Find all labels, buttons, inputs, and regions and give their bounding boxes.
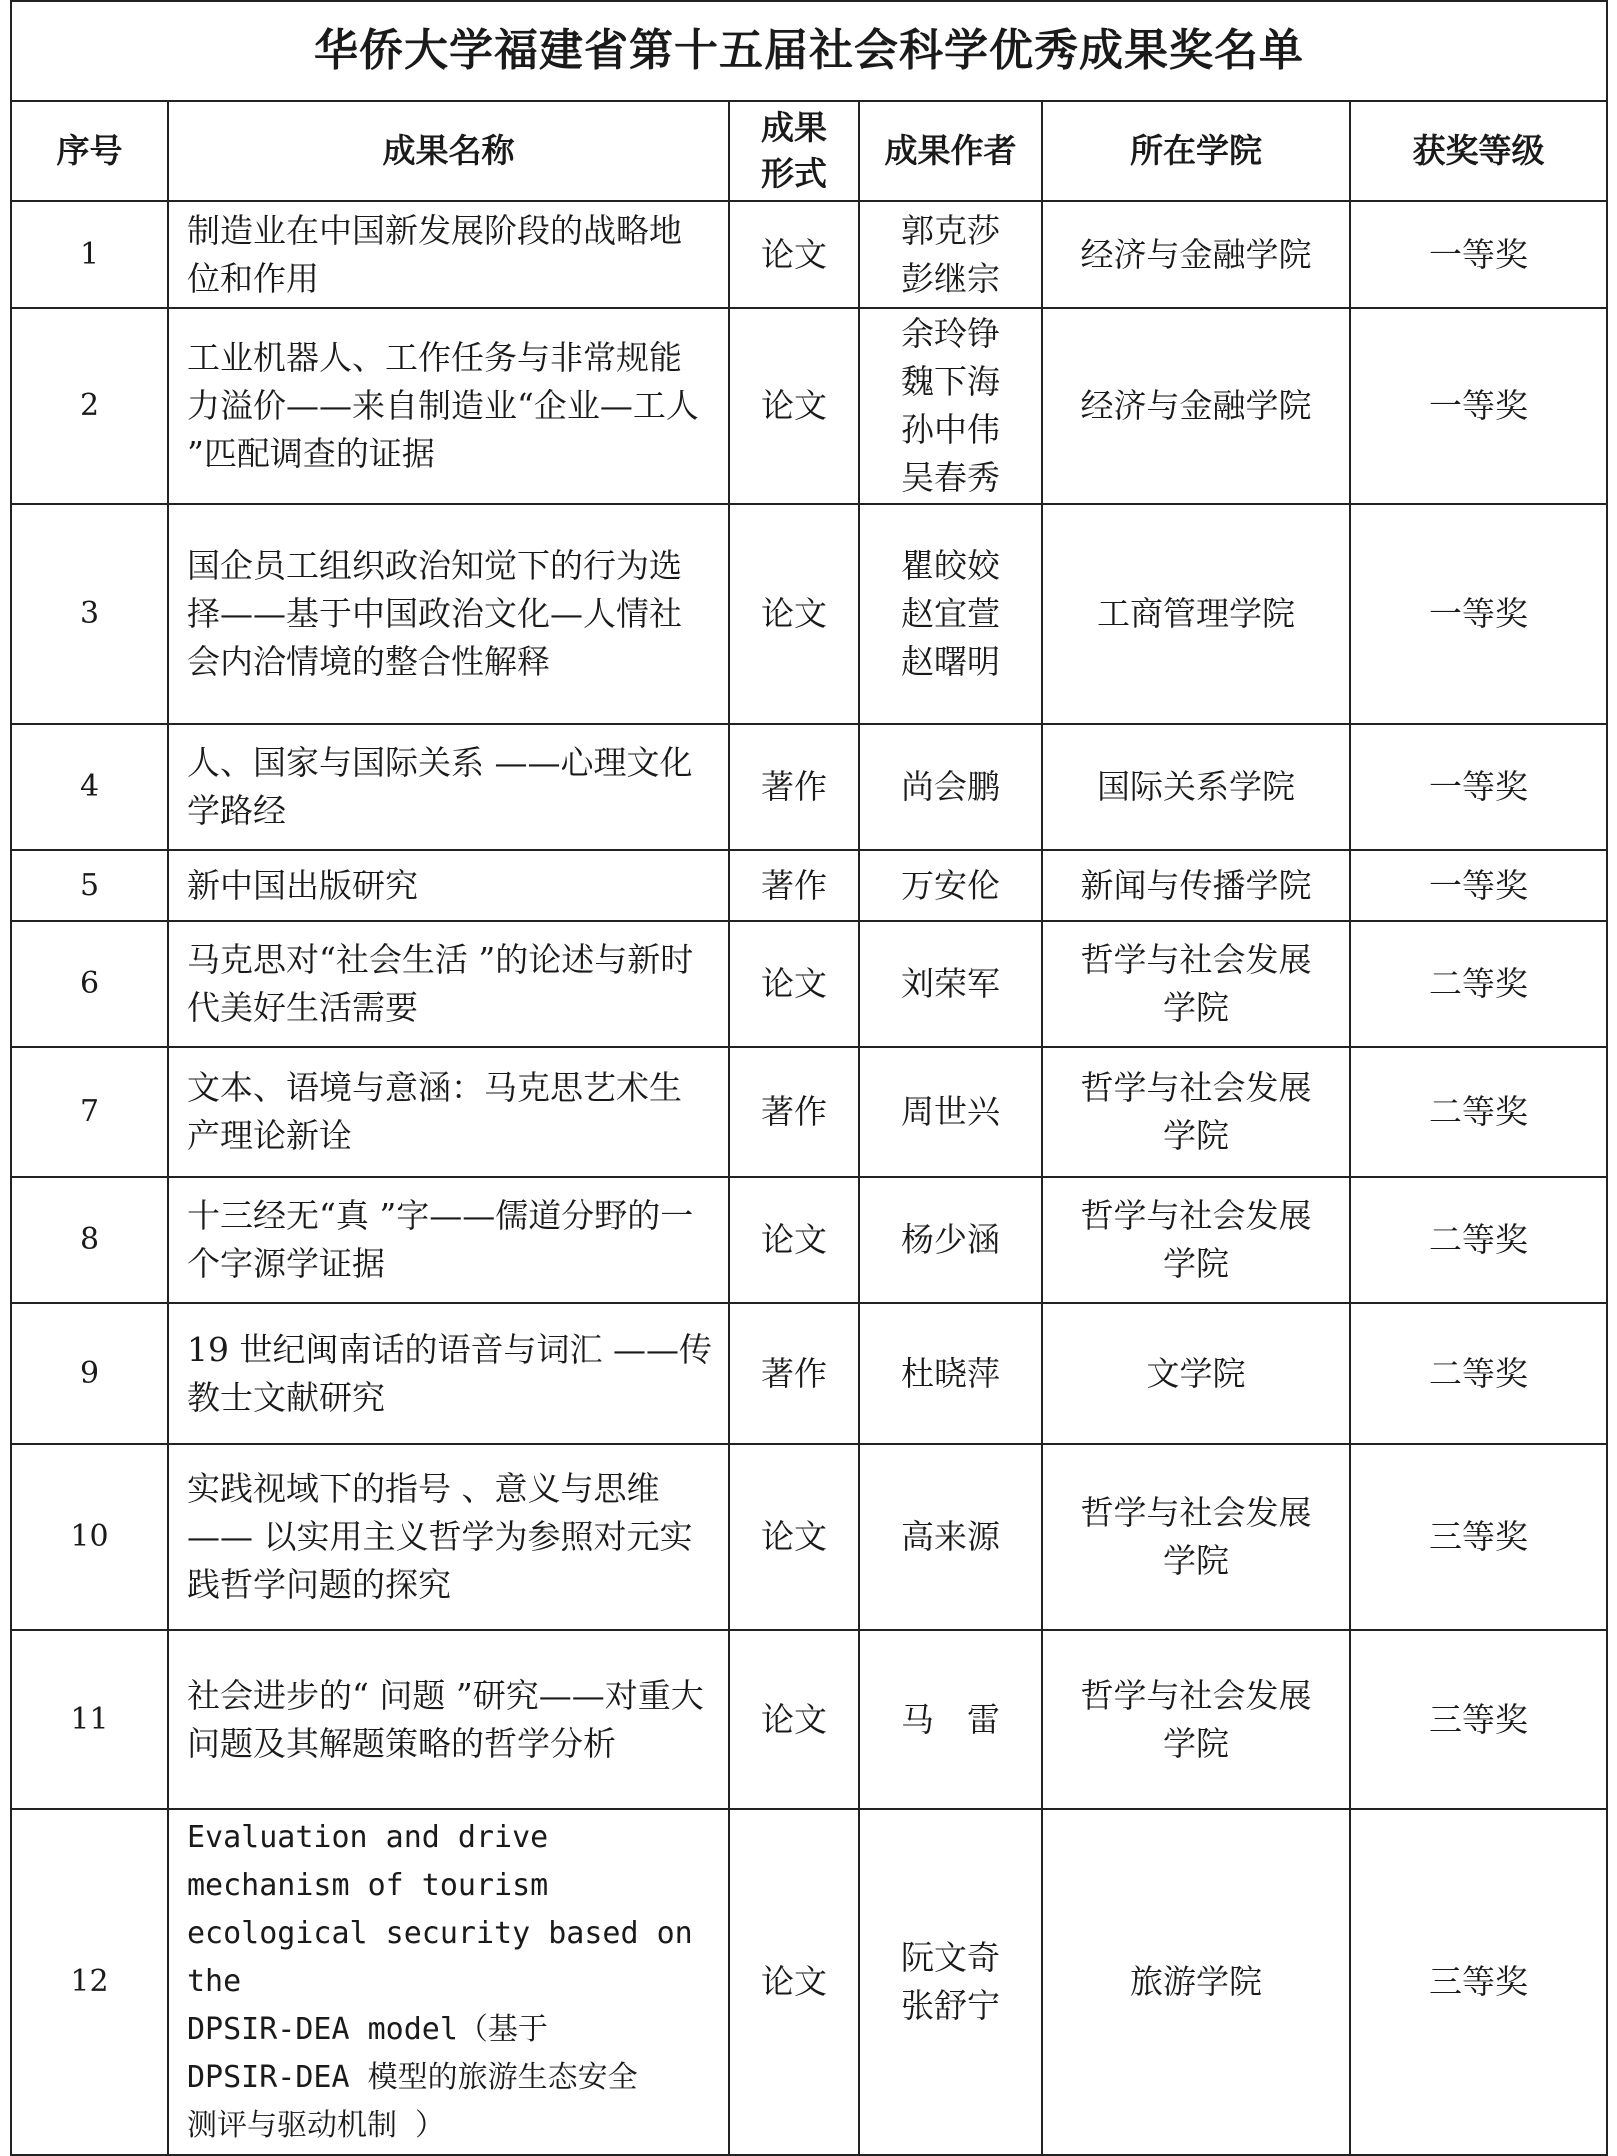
cell-form: 著作	[729, 1303, 859, 1444]
author-name: 高来源	[901, 1517, 1000, 1556]
cell-author	[859, 504, 1042, 724]
table-row	[11, 1177, 1607, 1303]
table-row	[11, 1303, 1607, 1444]
author-name: 魏下海	[901, 362, 1000, 401]
cell-college	[1042, 1809, 1350, 2155]
cell-name-line: DPSIR-DEA 模型的旅游生态安全	[187, 2060, 638, 2095]
cell-author	[859, 1177, 1042, 1303]
cell-level: 二等奖	[1350, 1047, 1607, 1177]
cell-level: 一等奖	[1350, 724, 1607, 850]
author-name: 余玲铮	[901, 314, 1000, 353]
author-name: 万安伦	[901, 865, 1000, 905]
cell-college	[1042, 504, 1350, 724]
cell-level: 二等奖	[1350, 1303, 1607, 1444]
cell-level: 一等奖	[1350, 850, 1607, 921]
cell-college	[1042, 308, 1350, 504]
author-name: 阮文奇	[901, 1938, 1000, 1977]
cell-college	[1042, 1177, 1350, 1303]
author-name: 孙中伟	[901, 410, 1000, 449]
cell-form: 著作	[729, 1047, 859, 1177]
author-name: 张舒宁	[901, 1986, 1000, 2025]
author-name: 瞿皎姣	[901, 546, 1000, 585]
cell-index: 10	[11, 1444, 168, 1630]
cell-level: 三等奖	[1350, 1630, 1607, 1809]
cell-author	[859, 724, 1042, 850]
cell-name: 制造业在中国新发展阶段的战略地位和作用	[168, 201, 729, 308]
cell-name: 马克思对“社会生活 ”的论述与新时代美好生活需要	[168, 921, 729, 1047]
header-form-line2: 形式	[761, 154, 827, 193]
author-name: 杨少涵	[901, 1220, 1000, 1259]
cell-author	[859, 1047, 1042, 1177]
author-name: 马 雷	[901, 1699, 1000, 1739]
author-name: 周世兴	[901, 1092, 1000, 1131]
cell-college	[1042, 724, 1350, 850]
cell-form: 论文	[729, 1177, 859, 1303]
header-college: 所在学院	[1042, 101, 1350, 201]
cell-name: 文本、语境与意涵：马克思艺术生产理论新诠	[168, 1047, 729, 1177]
table-row	[11, 201, 1607, 308]
cell-author	[859, 308, 1042, 504]
cell-index: 12	[11, 1809, 168, 2155]
author-name: 赵曙明	[901, 642, 1000, 681]
cell-name: 工业机器人、工作任务与非常规能力溢价——来自制造业“企业—工人 ”匹配调查的证据	[168, 308, 729, 504]
author-name: 吴春秀	[901, 458, 1000, 497]
cell-college	[1042, 921, 1350, 1047]
cell-college	[1042, 1047, 1350, 1177]
cell-level: 二等奖	[1350, 921, 1607, 1047]
cell-index: 3	[11, 504, 168, 724]
cell-name-line: Evaluation and drive	[187, 1820, 549, 1855]
college-line: 学院	[1163, 1116, 1229, 1155]
author-name: 赵宜萱	[901, 594, 1000, 633]
cell-name: 社会进步的“ 问题 ”研究——对重大问题及其解题策略的哲学分析	[168, 1630, 729, 1809]
table-row	[11, 1809, 1607, 2155]
table-row	[11, 308, 1607, 504]
college-line: 学院	[1163, 1244, 1229, 1283]
college-line: 哲学与社会发展	[1080, 940, 1312, 979]
cell-level: 二等奖	[1350, 1177, 1607, 1303]
cell-name: 国企员工组织政治知觉下的行为选择——基于中国政治文化—人情社会内洽情境的整合性解释	[168, 504, 729, 724]
table-row	[11, 504, 1607, 724]
header-author: 成果作者	[859, 101, 1042, 201]
college-line: 新闻与传播学院	[1080, 865, 1312, 905]
college-line: 国际关系学院	[1097, 767, 1295, 806]
author-name: 尚会鹏	[901, 767, 1000, 806]
author-name: 郭克莎	[901, 210, 1000, 250]
cell-index: 9	[11, 1303, 168, 1444]
cell-author	[859, 850, 1042, 921]
cell-author	[859, 1303, 1042, 1444]
college-line: 经济与金融学院	[1080, 234, 1312, 274]
table-row	[11, 724, 1607, 850]
cell-college	[1042, 1303, 1350, 1444]
cell-college	[1042, 1630, 1350, 1809]
cell-college	[1042, 201, 1350, 308]
page-title: 华侨大学福建省第十五届社会科学优秀成果奖名单	[11, 1, 1607, 101]
cell-name-line: DPSIR-DEA model（基于	[187, 2012, 548, 2047]
cell-level: 三等奖	[1350, 1444, 1607, 1630]
cell-name: 十三经无“真 ”字——儒道分野的一个字源学证据	[168, 1177, 729, 1303]
cell-college	[1042, 850, 1350, 921]
cell-name-line: mechanism of tourism	[187, 1868, 549, 1903]
header-index: 序号	[11, 101, 168, 201]
cell-name: 新中国出版研究	[168, 850, 729, 921]
college-line: 学院	[1163, 988, 1229, 1027]
cell-name: 人、国家与国际关系 ——心理文化学路经	[168, 724, 729, 850]
college-line: 经济与金融学院	[1080, 386, 1312, 425]
award-sheet	[10, 0, 1606, 2156]
cell-name-line: ecological security based on	[187, 1916, 693, 1951]
cell-form: 论文	[729, 1444, 859, 1630]
cell-index: 11	[11, 1630, 168, 1809]
header-name: 成果名称	[168, 101, 729, 201]
table-row	[11, 1630, 1607, 1809]
cell-level: 一等奖	[1350, 308, 1607, 504]
cell-level: 一等奖	[1350, 201, 1607, 308]
header-level: 获奖等级	[1350, 101, 1607, 201]
cell-index: 6	[11, 921, 168, 1047]
cell-author	[859, 201, 1042, 308]
cell-index: 8	[11, 1177, 168, 1303]
cell-author	[859, 1809, 1042, 2155]
cell-name-line: 测评与驱动机制 ）	[187, 2108, 446, 2143]
college-line: 学院	[1163, 1723, 1229, 1763]
author-name: 刘荣军	[901, 964, 1000, 1003]
cell-form: 论文	[729, 1630, 859, 1809]
award-table	[10, 0, 1608, 2156]
header-form	[729, 101, 859, 201]
cell-level: 三等奖	[1350, 1809, 1607, 2155]
author-name: 杜晓萍	[901, 1353, 1000, 1393]
college-line: 工商管理学院	[1097, 594, 1295, 633]
college-line: 哲学与社会发展	[1080, 1196, 1312, 1235]
college-line: 哲学与社会发展	[1080, 1493, 1312, 1532]
cell-name	[168, 1809, 729, 2155]
college-line: 旅游学院	[1130, 1962, 1262, 2001]
cell-name: 实践视域下的指号 、意义与思维—— 以实用主义哲学为参照对元实践哲学问题的探究	[168, 1444, 729, 1630]
cell-index: 1	[11, 201, 168, 308]
table-row	[11, 850, 1607, 921]
cell-form: 论文	[729, 921, 859, 1047]
cell-form: 论文	[729, 504, 859, 724]
cell-author	[859, 1630, 1042, 1809]
college-line: 学院	[1163, 1541, 1229, 1580]
cell-index: 7	[11, 1047, 168, 1177]
header-form-line1: 成果	[761, 108, 827, 147]
cell-index: 4	[11, 724, 168, 850]
cell-index: 5	[11, 850, 168, 921]
cell-name-line: the	[187, 1964, 242, 1999]
college-line: 哲学与社会发展	[1080, 1675, 1312, 1715]
cell-author	[859, 921, 1042, 1047]
cell-form: 论文	[729, 1809, 859, 2155]
table-row	[11, 1444, 1607, 1630]
header-row	[11, 101, 1607, 201]
cell-author	[859, 1444, 1042, 1630]
cell-form: 著作	[729, 724, 859, 850]
cell-index: 2	[11, 308, 168, 504]
college-line: 哲学与社会发展	[1080, 1068, 1312, 1107]
cell-form: 著作	[729, 850, 859, 921]
title-row	[11, 1, 1607, 101]
cell-college	[1042, 1444, 1350, 1630]
college-line: 文学院	[1146, 1353, 1246, 1393]
cell-level: 一等奖	[1350, 504, 1607, 724]
author-name: 彭继宗	[901, 258, 1000, 298]
cell-form: 论文	[729, 308, 859, 504]
table-row	[11, 921, 1607, 1047]
cell-form: 论文	[729, 201, 859, 308]
table-row	[11, 1047, 1607, 1177]
cell-name: 19 世纪闽南话的语音与词汇 ——传教士文献研究	[168, 1303, 729, 1444]
